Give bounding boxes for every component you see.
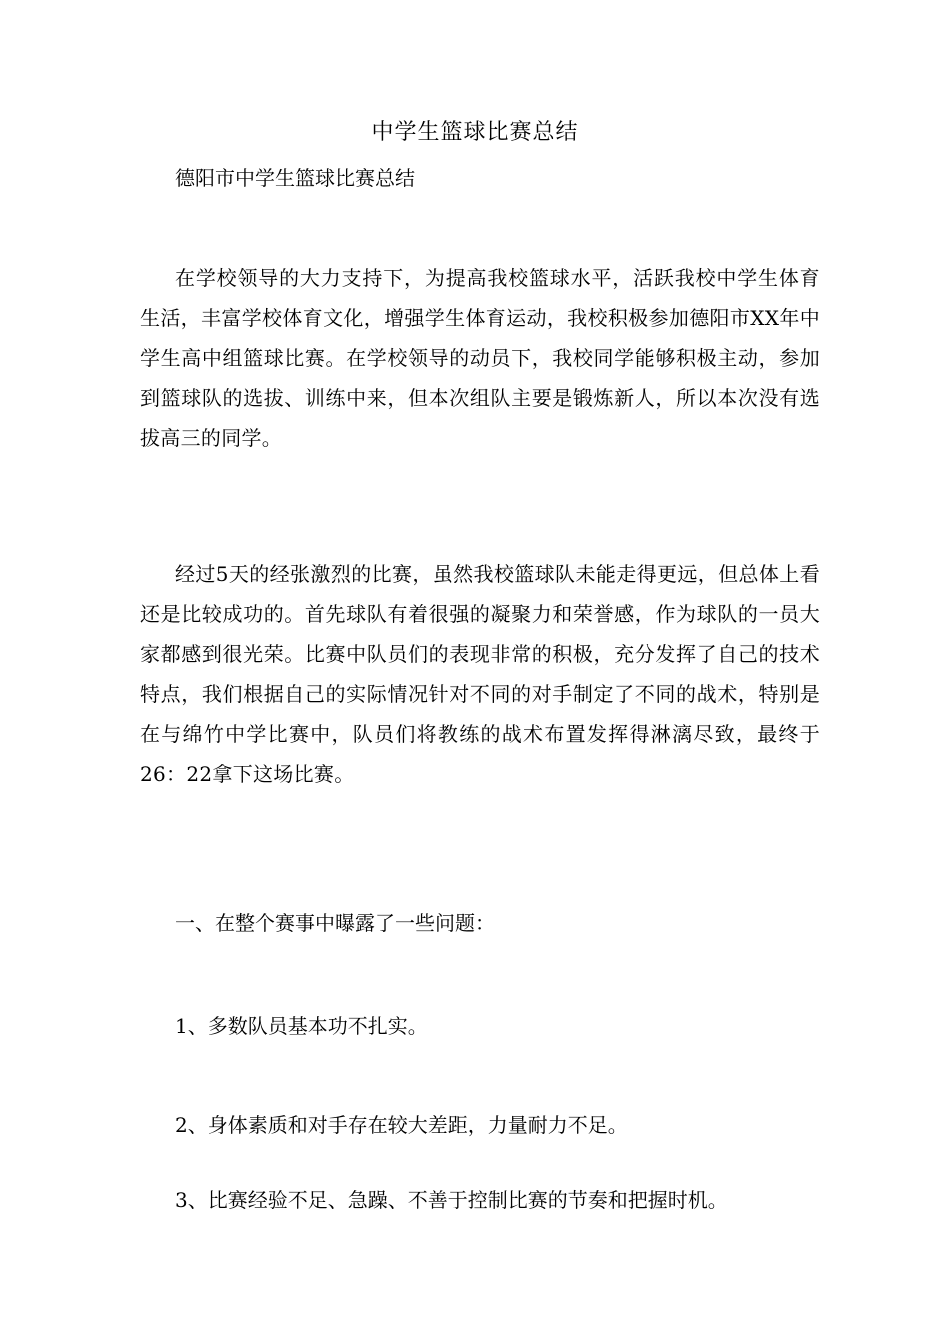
document-title: 中学生篮球比赛总结 bbox=[371, 120, 579, 145]
section-heading-problems: 一、在整个赛事中曝露了一些问题： bbox=[175, 911, 495, 935]
issue-item: 2、身体素质和对手存在较大差距，力量耐力不足。 bbox=[175, 1113, 628, 1137]
paragraph-competition: 经过5天的经张激烈的比赛，虽然我校篮球队未能走得更远，但总体上看还是比较成功的。首先球队有着很强的凝聚力和荣誉感，作为球队的一员大家都感到很光荣。比赛中队员们的表现非常的积极，充分发挥了自己的技术特点，我们根据自己的实际情况针对不同的对手制定了不同的战术，特别是在与绵竹中学比赛中，队员们将教练的战术布置发挥得淋漓尽致，最终于26：22拿下这场比赛。 bbox=[140, 562, 820, 786]
document-subtitle: 德阳市中学生篮球比赛总结 bbox=[175, 166, 415, 190]
paragraph-intro: 在学校领导的大力支持下，为提高我校篮球水平，活跃我校中学生体育生活，丰富学校体育文化，增强学生体育运动，我校积极参加德阳市XX年中学生高中组篮球比赛。在学校领导的动员下，我校同学能够积极主动，参加到篮球队的选拔、训练中来，但本次组队主要是锻炼新人，所以本次没有选拔高三的同学。 bbox=[140, 266, 820, 450]
issue-item: 3、比赛经验不足、急躁、不善于控制比赛的节奏和把握时机。 bbox=[175, 1188, 728, 1212]
issue-item: 1、多数队员基本功不扎实。 bbox=[175, 1014, 428, 1038]
